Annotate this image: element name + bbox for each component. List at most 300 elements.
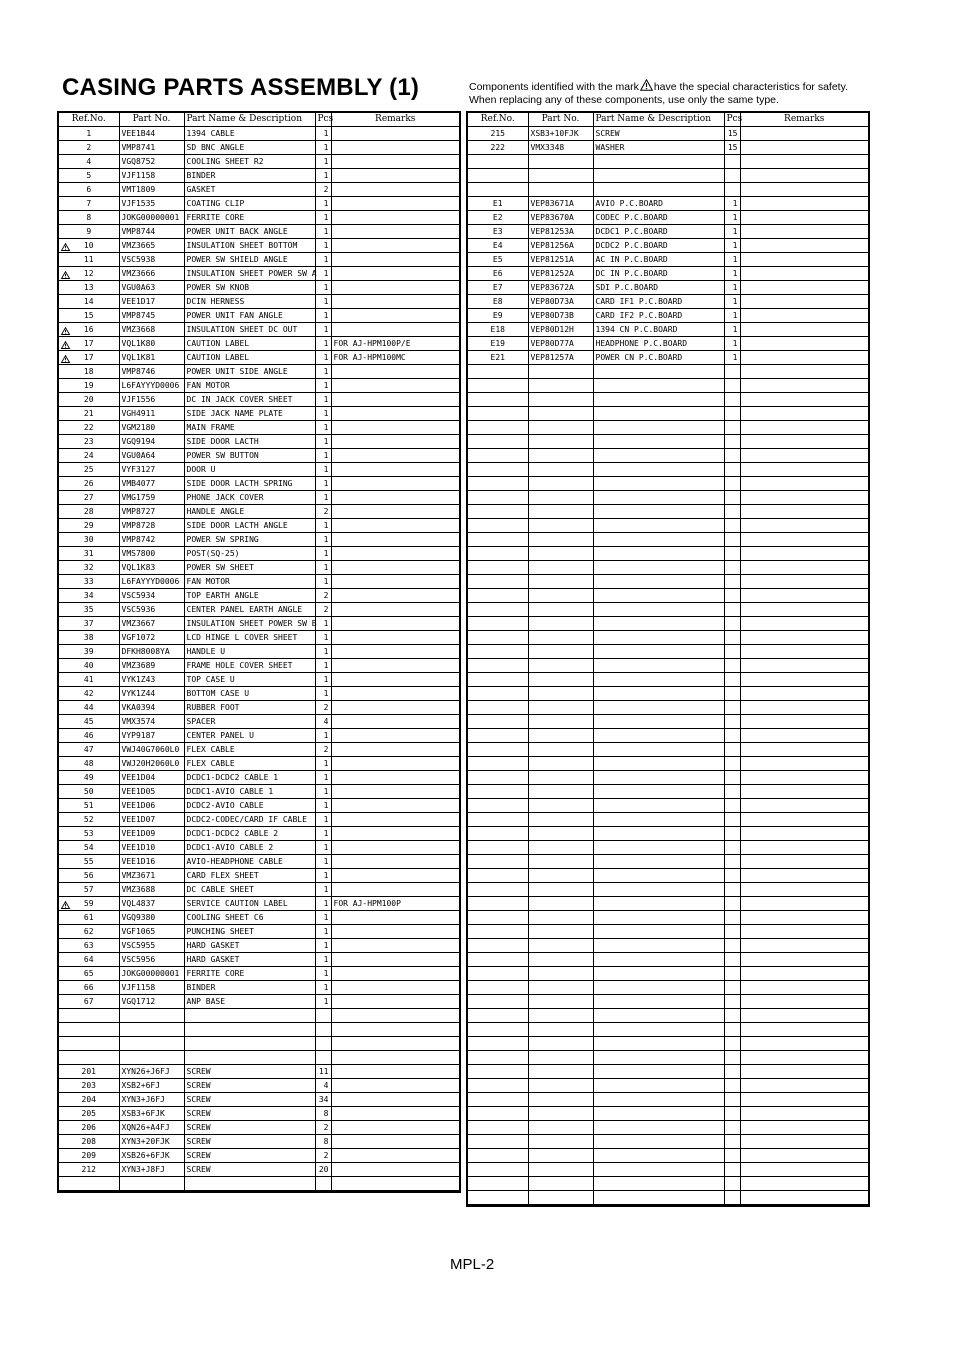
- empty-cell: [740, 407, 868, 421]
- empty-cell: [593, 407, 724, 421]
- empty-cell: [593, 379, 724, 393]
- ref-no-text: 21: [83, 409, 94, 418]
- empty-cell: [724, 771, 740, 785]
- part-name-cell: POWER SW SPRING: [184, 533, 315, 547]
- table-row-empty: [468, 1163, 868, 1177]
- empty-cell: [468, 561, 528, 575]
- part-no-cell: VYK1Z43: [119, 673, 184, 687]
- ref-no-text: 7: [86, 199, 92, 208]
- table-row-empty: [468, 771, 868, 785]
- pcs-cell: 1: [315, 813, 331, 827]
- empty-cell: [740, 883, 868, 897]
- table-header-row: [59, 113, 459, 127]
- part-no-cell: VJF1556: [119, 393, 184, 407]
- empty-cell: [468, 617, 528, 631]
- table-row: [59, 673, 459, 687]
- empty-cell: [740, 1079, 868, 1093]
- pcs-cell: 1: [724, 211, 740, 225]
- pcs-cell: 1: [315, 953, 331, 967]
- empty-cell: [593, 547, 724, 561]
- empty-cell: [468, 589, 528, 603]
- pcs-cell: 20: [315, 1163, 331, 1177]
- ref-no-cell: [59, 589, 119, 603]
- table-row: [59, 239, 459, 253]
- remarks-cell: [331, 169, 459, 183]
- ref-no-text: 201: [81, 1067, 96, 1076]
- part-no-cell: VGU0A64: [119, 449, 184, 463]
- ref-no-cell: [468, 253, 528, 267]
- part-no-cell: VGH4911: [119, 407, 184, 421]
- empty-cell: [724, 729, 740, 743]
- part-no-cell: VGQ9380: [119, 911, 184, 925]
- part-no-cell: VQL1K81: [119, 351, 184, 365]
- empty-cell: [724, 883, 740, 897]
- part-no-cell: VMP8727: [119, 505, 184, 519]
- table-row: [59, 981, 459, 995]
- table-row-empty: [468, 603, 868, 617]
- empty-cell: [724, 687, 740, 701]
- empty-cell: [468, 379, 528, 393]
- empty-cell: [593, 533, 724, 547]
- empty-cell: [740, 1023, 868, 1037]
- empty-cell: [528, 1079, 593, 1093]
- ref-no-text: 22: [83, 423, 94, 432]
- part-no-cell: VMP8728: [119, 519, 184, 533]
- part-no-cell: VMP8742: [119, 533, 184, 547]
- empty-cell: [528, 715, 593, 729]
- empty-cell: [740, 785, 868, 799]
- empty-cell: [740, 379, 868, 393]
- ref-no-cell: [59, 505, 119, 519]
- table-row: [59, 435, 459, 449]
- part-no-cell: VJF1535: [119, 197, 184, 211]
- part-name-cell: DCDC1-AVIO CABLE 1: [184, 785, 315, 799]
- ref-no-cell: [59, 1009, 119, 1023]
- remarks-cell: [331, 309, 459, 323]
- part-no-cell: VMZ3689: [119, 659, 184, 673]
- empty-cell: [593, 365, 724, 379]
- empty-cell: [468, 1079, 528, 1093]
- table-row: [468, 351, 868, 365]
- table-row: [59, 771, 459, 785]
- pcs-cell: 1: [315, 827, 331, 841]
- empty-cell: [740, 575, 868, 589]
- part-no-cell: VEP81253A: [528, 225, 593, 239]
- ref-no-text: 32: [83, 563, 94, 572]
- empty-cell: [593, 981, 724, 995]
- ref-no-text: 4: [86, 157, 92, 166]
- empty-cell: [593, 1051, 724, 1065]
- empty-cell: [593, 1107, 724, 1121]
- empty-cell: [724, 1065, 740, 1079]
- empty-cell: [593, 729, 724, 743]
- empty-cell: [528, 449, 593, 463]
- part-no-cell: VMX3348: [528, 141, 593, 155]
- table-row: [59, 281, 459, 295]
- empty-cell: [468, 813, 528, 827]
- part-no-cell: VQL1K83: [119, 561, 184, 575]
- safety-notice-text-a: Components identified with the mark: [469, 81, 639, 93]
- part-name-cell: HARD GASKET: [184, 953, 315, 967]
- table-row-empty: [468, 967, 868, 981]
- empty-cell: [468, 687, 528, 701]
- pcs-cell: [724, 183, 740, 197]
- ref-no-cell: [59, 729, 119, 743]
- empty-cell: [724, 365, 740, 379]
- empty-cell: [724, 1191, 740, 1205]
- part-name-cell: INSULATION SHEET POWER SW B: [184, 617, 315, 631]
- empty-cell: [593, 477, 724, 491]
- empty-cell: [528, 1163, 593, 1177]
- part-no-cell: [119, 1177, 184, 1191]
- part-no-cell: [119, 1023, 184, 1037]
- part-name-cell: MAIN FRAME: [184, 421, 315, 435]
- empty-cell: [724, 673, 740, 687]
- ref-no-text: 204: [81, 1095, 96, 1104]
- pcs-cell: 1: [315, 449, 331, 463]
- empty-cell: [724, 449, 740, 463]
- table-row: [468, 183, 868, 197]
- empty-cell: [724, 547, 740, 561]
- table-row-empty: [468, 1121, 868, 1135]
- remarks-cell: [331, 491, 459, 505]
- remarks-cell: [331, 771, 459, 785]
- empty-cell: [724, 561, 740, 575]
- part-name-cell: FRAME HOLE COVER SHEET: [184, 659, 315, 673]
- pcs-cell: 1: [315, 127, 331, 141]
- empty-cell: [724, 1135, 740, 1149]
- empty-cell: [593, 757, 724, 771]
- ref-no-cell: [59, 1149, 119, 1163]
- empty-cell: [740, 603, 868, 617]
- empty-cell: [593, 519, 724, 533]
- part-no-cell: VGF1065: [119, 925, 184, 939]
- ref-no-text: E4: [492, 241, 503, 250]
- pcs-cell: 1: [315, 323, 331, 337]
- remarks-cell: [331, 631, 459, 645]
- ref-no-cell: [59, 309, 119, 323]
- ref-no-text: 8: [86, 213, 92, 222]
- ref-no-cell: [59, 491, 119, 505]
- empty-cell: [593, 995, 724, 1009]
- part-name-cell: 1394 CN P.C.BOARD: [593, 323, 724, 337]
- ref-no-cell: [59, 351, 119, 365]
- ref-no-text: 37: [83, 619, 94, 628]
- ref-no-text: 61: [83, 913, 94, 922]
- empty-cell: [468, 757, 528, 771]
- remarks-cell: [740, 197, 868, 211]
- pcs-cell: 1: [315, 225, 331, 239]
- part-name-cell: POWER UNIT FAN ANGLE: [184, 309, 315, 323]
- pcs-cell: 1: [724, 337, 740, 351]
- empty-cell: [468, 1093, 528, 1107]
- pcs-cell: 2: [315, 743, 331, 757]
- empty-cell: [724, 491, 740, 505]
- remarks-cell: FOR AJ-HPM100P/E: [331, 337, 459, 351]
- remarks-cell: [740, 239, 868, 253]
- remarks-cell: [740, 295, 868, 309]
- part-no-cell: VEP81251A: [528, 253, 593, 267]
- part-no-cell: XQN26+A4FJ: [119, 1121, 184, 1135]
- pcs-cell: 8: [315, 1135, 331, 1149]
- part-no-cell: VQL4837: [119, 897, 184, 911]
- ref-no-cell: [59, 533, 119, 547]
- part-name-cell: POWER SW SHEET: [184, 561, 315, 575]
- ref-no-text: 50: [83, 787, 94, 796]
- ref-no-cell: [59, 393, 119, 407]
- pcs-cell: 1: [315, 981, 331, 995]
- ref-no-text: 39: [83, 647, 94, 656]
- empty-cell: [740, 449, 868, 463]
- table-row-empty: [468, 897, 868, 911]
- empty-cell: [740, 827, 868, 841]
- empty-cell: [528, 673, 593, 687]
- part-no-cell: VMZ3665: [119, 239, 184, 253]
- part-name-cell: SIDE DOOR LACTH: [184, 435, 315, 449]
- ref-no-text: 49: [83, 773, 94, 782]
- ref-no-cell: [59, 1079, 119, 1093]
- part-name-cell: INSULATION SHEET DC OUT: [184, 323, 315, 337]
- remarks-cell: [740, 267, 868, 281]
- ref-no-cell: [59, 687, 119, 701]
- table-row: [468, 295, 868, 309]
- table-row-empty: [468, 1009, 868, 1023]
- remarks-cell: [331, 1121, 459, 1135]
- pcs-cell: 1: [315, 337, 331, 351]
- part-name-cell: [593, 183, 724, 197]
- table-row: [468, 225, 868, 239]
- part-name-cell: SCREW: [184, 1065, 315, 1079]
- empty-cell: [468, 729, 528, 743]
- empty-cell: [724, 603, 740, 617]
- remarks-cell: [331, 379, 459, 393]
- empty-cell: [740, 897, 868, 911]
- table-row: [468, 267, 868, 281]
- pcs-cell: 1: [315, 197, 331, 211]
- table-row-empty: [468, 1079, 868, 1093]
- ref-no-cell: [468, 225, 528, 239]
- remarks-cell: [331, 729, 459, 743]
- pcs-cell: 1: [315, 883, 331, 897]
- remarks-cell: [331, 701, 459, 715]
- table-row-empty: [468, 547, 868, 561]
- empty-cell: [724, 701, 740, 715]
- pcs-cell: 1: [315, 379, 331, 393]
- column-header-name: Part Name & Description: [593, 113, 724, 127]
- ref-no-text: 55: [83, 857, 94, 866]
- empty-cell: [468, 1009, 528, 1023]
- empty-cell: [724, 1079, 740, 1093]
- table-row: [59, 743, 459, 757]
- part-name-cell: INSULATION SHEET BOTTOM: [184, 239, 315, 253]
- empty-cell: [528, 365, 593, 379]
- empty-cell: [468, 701, 528, 715]
- table-row-empty: [468, 995, 868, 1009]
- part-name-cell: AVIO P.C.BOARD: [593, 197, 724, 211]
- ref-no-cell: [59, 239, 119, 253]
- part-no-cell: VYK1Z44: [119, 687, 184, 701]
- empty-cell: [468, 533, 528, 547]
- table-row-empty: [468, 449, 868, 463]
- empty-cell: [724, 617, 740, 631]
- table-row-empty: [468, 701, 868, 715]
- ref-no-text: E5: [492, 255, 503, 264]
- table-header-row: [468, 113, 868, 127]
- empty-cell: [528, 505, 593, 519]
- table-row: [59, 449, 459, 463]
- part-name-cell: AVIO-HEADPHONE CABLE: [184, 855, 315, 869]
- part-name-cell: INSULATION SHEET POWER SW A: [184, 267, 315, 281]
- empty-cell: [528, 421, 593, 435]
- part-no-cell: VEP80D77A: [528, 337, 593, 351]
- pcs-cell: [315, 1009, 331, 1023]
- table-row-empty: [468, 1037, 868, 1051]
- ref-no-cell: [59, 449, 119, 463]
- empty-cell: [528, 743, 593, 757]
- pcs-cell: 1: [315, 729, 331, 743]
- table-row-empty: [468, 421, 868, 435]
- pcs-cell: 1: [724, 295, 740, 309]
- remarks-cell: [740, 323, 868, 337]
- table-row: [468, 323, 868, 337]
- column-header-pcs: Pcs: [315, 113, 331, 127]
- empty-cell: [740, 981, 868, 995]
- empty-cell: [468, 631, 528, 645]
- empty-cell: [740, 1107, 868, 1121]
- table-row: [59, 967, 459, 981]
- ref-no-cell: [59, 701, 119, 715]
- ref-no-cell: [468, 211, 528, 225]
- table-row-empty: [468, 757, 868, 771]
- empty-cell: [468, 827, 528, 841]
- empty-cell: [740, 673, 868, 687]
- part-name-cell: FLEX CABLE: [184, 743, 315, 757]
- ref-no-text: 15: [83, 311, 94, 320]
- remarks-cell: [331, 1065, 459, 1079]
- pcs-cell: 1: [315, 267, 331, 281]
- pcs-cell: 1: [315, 841, 331, 855]
- ref-no-cell: [59, 785, 119, 799]
- ref-no-text: 17: [83, 339, 94, 348]
- remarks-cell: [740, 309, 868, 323]
- table-row: [59, 785, 459, 799]
- pcs-cell: 1: [724, 323, 740, 337]
- remarks-cell: [740, 183, 868, 197]
- table-row: [59, 197, 459, 211]
- table-row: [59, 939, 459, 953]
- part-name-cell: CENTER PANEL U: [184, 729, 315, 743]
- remarks-cell: [331, 141, 459, 155]
- empty-cell: [740, 743, 868, 757]
- remarks-cell: [740, 211, 868, 225]
- pcs-cell: 4: [315, 1079, 331, 1093]
- empty-cell: [724, 533, 740, 547]
- remarks-cell: [740, 337, 868, 351]
- empty-cell: [724, 995, 740, 1009]
- ref-no-cell: [59, 435, 119, 449]
- empty-cell: [740, 953, 868, 967]
- empty-cell: [593, 617, 724, 631]
- pcs-cell: [724, 155, 740, 169]
- ref-no-text: 10: [83, 241, 94, 250]
- part-no-cell: XYN3+J8FJ: [119, 1163, 184, 1177]
- ref-no-text: 42: [83, 689, 94, 698]
- empty-cell: [528, 575, 593, 589]
- empty-cell: [468, 407, 528, 421]
- ref-no-cell: [59, 407, 119, 421]
- table-row: [59, 603, 459, 617]
- part-name-cell: COATING CLIP: [184, 197, 315, 211]
- table-row-empty: [468, 925, 868, 939]
- part-no-cell: VMS7800: [119, 547, 184, 561]
- part-no-cell: JOKG00000001: [119, 967, 184, 981]
- table-row: [59, 351, 459, 365]
- empty-cell: [468, 967, 528, 981]
- remarks-cell: [331, 183, 459, 197]
- part-name-cell: SCREW: [184, 1163, 315, 1177]
- empty-cell: [740, 547, 868, 561]
- pcs-cell: 1: [315, 911, 331, 925]
- column-header-part: Part No.: [528, 113, 593, 127]
- empty-cell: [724, 855, 740, 869]
- pcs-cell: 4: [315, 715, 331, 729]
- empty-cell: [740, 841, 868, 855]
- ref-no-text: 208: [81, 1137, 96, 1146]
- empty-cell: [593, 589, 724, 603]
- column-header-remarks: Remarks: [740, 113, 868, 127]
- table-row-empty: [468, 519, 868, 533]
- part-name-cell: SCREW: [184, 1135, 315, 1149]
- part-no-cell: VGQ1712: [119, 995, 184, 1009]
- empty-cell: [468, 995, 528, 1009]
- part-no-cell: VGQ9194: [119, 435, 184, 449]
- empty-cell: [528, 491, 593, 505]
- empty-cell: [528, 897, 593, 911]
- part-name-cell: SERVICE CAUTION LABEL: [184, 897, 315, 911]
- pcs-cell: 1: [315, 687, 331, 701]
- part-name-cell: DCDC2-CODEC/CARD IF CABLE: [184, 813, 315, 827]
- ref-no-text: 206: [81, 1123, 96, 1132]
- remarks-cell: [331, 197, 459, 211]
- part-name-cell: DC IN P.C.BOARD: [593, 267, 724, 281]
- pcs-cell: 1: [724, 267, 740, 281]
- pcs-cell: 1: [315, 477, 331, 491]
- remarks-cell: [331, 645, 459, 659]
- table-row-empty: [468, 743, 868, 757]
- table-row: [59, 505, 459, 519]
- empty-cell: [740, 631, 868, 645]
- pcs-cell: 1: [315, 393, 331, 407]
- ref-no-text: 59: [83, 899, 94, 908]
- ref-no-cell: [59, 477, 119, 491]
- part-name-cell: HEADPHONE P.C.BOARD: [593, 337, 724, 351]
- part-name-cell: FAN MOTOR: [184, 575, 315, 589]
- ref-no-text: 33: [83, 577, 94, 586]
- part-name-cell: CARD IF2 P.C.BOARD: [593, 309, 724, 323]
- empty-cell: [468, 1023, 528, 1037]
- empty-cell: [528, 1149, 593, 1163]
- empty-cell: [528, 701, 593, 715]
- empty-cell: [724, 1177, 740, 1191]
- empty-cell: [468, 673, 528, 687]
- part-no-cell: VEP81257A: [528, 351, 593, 365]
- pcs-cell: 1: [315, 211, 331, 225]
- pcs-cell: 1: [315, 435, 331, 449]
- ref-no-text: 9: [86, 227, 92, 236]
- remarks-cell: [331, 211, 459, 225]
- empty-cell: [468, 645, 528, 659]
- table-row: [59, 463, 459, 477]
